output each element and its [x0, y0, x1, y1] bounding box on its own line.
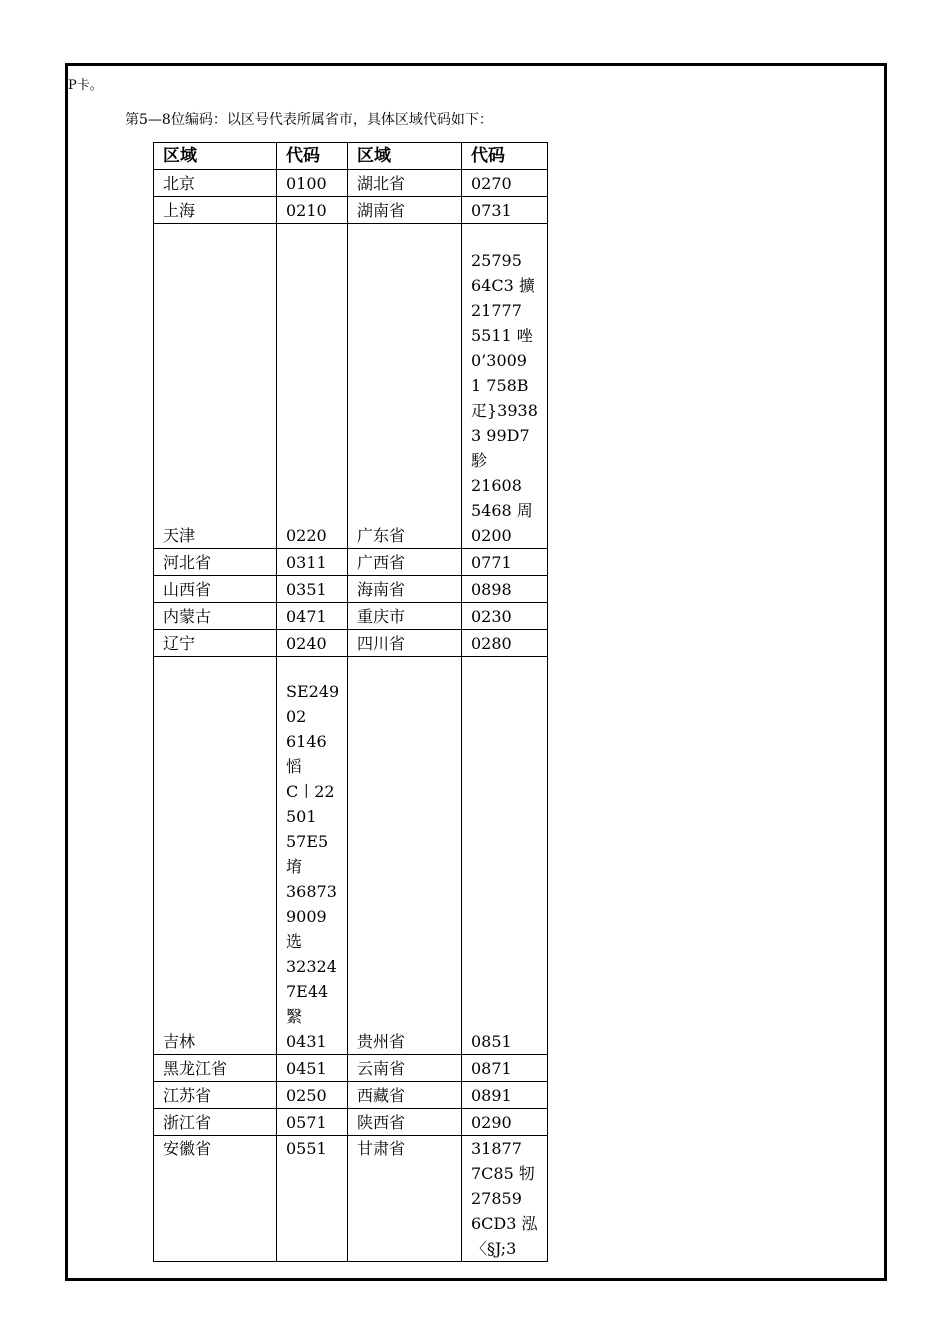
code-cell: 0250 [277, 1082, 348, 1109]
code-cell [462, 224, 548, 549]
table-row [154, 630, 548, 657]
code-cell: 0230 [462, 603, 548, 630]
region-cell: 甘肃省 [348, 1136, 462, 1262]
region-cell: 云南省 [348, 1055, 462, 1082]
code-cell: 0871 [462, 1055, 548, 1082]
table-row [154, 549, 548, 576]
code-cell: 0771 [462, 549, 548, 576]
code-cell: 0551 [277, 1136, 348, 1262]
region-cell: 湖南省 [348, 197, 462, 224]
region-cell: 海南省 [348, 576, 462, 603]
region-cell: 湖北省 [348, 170, 462, 197]
region-cell: 江苏省 [154, 1082, 277, 1109]
code-cell: 0571 [277, 1109, 348, 1136]
code-cell: 0100 [277, 170, 348, 197]
region-cell: 浙江省 [154, 1109, 277, 1136]
region-cell: 贵州省 [348, 657, 462, 1055]
code-cell: 0731 [462, 197, 548, 224]
table-row [154, 224, 548, 549]
table-row [154, 197, 548, 224]
code-cell: 0220 [277, 224, 348, 549]
code-value: 0431 [286, 1032, 327, 1051]
region-cell: 北京 [154, 170, 277, 197]
header-region-1: 区域 [154, 143, 277, 170]
region-cell: 上海 [154, 197, 277, 224]
region-cell: 安徽省 [154, 1136, 277, 1262]
code-value: 0200 [471, 526, 512, 545]
code-cell: 0471 [277, 603, 348, 630]
table-row [154, 1109, 548, 1136]
region-cell: 辽宁 [154, 630, 277, 657]
region-cell: 广东省 [348, 224, 462, 549]
table-row [154, 603, 548, 630]
header-code-1: 代码 [277, 143, 348, 170]
code-cell: 0240 [277, 630, 348, 657]
region-cell: 内蒙古 [154, 603, 277, 630]
region-cell: 黑龙江省 [154, 1055, 277, 1082]
region-cell: 西藏省 [348, 1082, 462, 1109]
code-cell: 0851 [462, 657, 548, 1055]
region-cell: 河北省 [154, 549, 277, 576]
code-cell: 0351 [277, 576, 348, 603]
garbled-text-block: 31877 7C85 牣 27859 6CD3 泓 〈§J;3 [471, 1139, 538, 1258]
header-code-2: 代码 [462, 143, 548, 170]
code-cell: 0210 [277, 197, 348, 224]
code-cell: 0451 [277, 1055, 348, 1082]
table-row [154, 657, 548, 1055]
garbled-text-block: SE249 02 6146 慆 C〡22 501 57E5 堉 36873 9009 选 32324 7E44 繄 [286, 682, 340, 1026]
area-code-table [153, 142, 548, 1262]
code-cell: 0891 [462, 1082, 548, 1109]
garbled-text-block: 25795 64C3 擴 21777 5511 唑 0’3009 1 758B 疋}3938 3 99D7 駗 21608 5468 周 [471, 251, 538, 520]
region-cell: 陕西省 [348, 1109, 462, 1136]
region-cell: 四川省 [348, 630, 462, 657]
table-row [154, 576, 548, 603]
table-row [154, 1055, 548, 1082]
region-cell: 天津 [154, 224, 277, 549]
code-cell: 0280 [462, 630, 548, 657]
code-cell: 0270 [462, 170, 548, 197]
table-row [154, 1136, 548, 1262]
code-cell: 0898 [462, 576, 548, 603]
region-cell: 山西省 [154, 576, 277, 603]
region-cell: 重庆市 [348, 603, 462, 630]
region-cell: 吉林 [154, 657, 277, 1055]
code-cell: 0290 [462, 1109, 548, 1136]
intro-paragraph: 第5—8位编码：以区号代表所属省市，具体区域代码如下： [125, 112, 493, 128]
table-row [154, 170, 548, 197]
code-cell [462, 1136, 548, 1262]
region-cell: 广西省 [348, 549, 462, 576]
table-row [154, 1082, 548, 1109]
code-cell: 0311 [277, 549, 348, 576]
fragment-text: P卡。 [68, 78, 103, 93]
table-header-row [154, 143, 548, 170]
code-cell [277, 657, 348, 1055]
header-region-2: 区域 [348, 143, 462, 170]
